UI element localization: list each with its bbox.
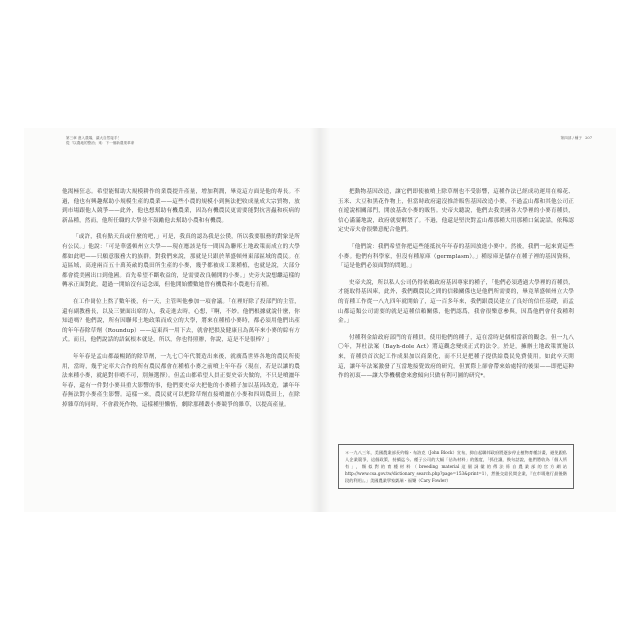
paragraph: 把動物基因改造，讓它們即使被噴上除草劑也不受影響，這種作法已經成功運用在棉花、玉米、大豆和黑花作物上，但當時政府還沒推許販售基因改造小麥，不過孟山都和其他公司正在遊說相關部門，開放基改小麥的販售。史帝夫聽說，他們去我美國各大學裡的小麥育種員，信心滿滿地說，政府就要解禁了。不過，他還是堅決對孟山都那種大用那種口氣說話，依稀認定史帝夫會很樂意配合他們。: [338, 189, 574, 234]
running-header-left: [66, 136, 216, 146]
footnote-box: ＊一九八三年，美國農業部長約翰・布洛克（John Block）宣布，抑自起聯邦政府將逐步停止植物育種計畫，避免跟私人企業競爭，這個政策，持續迄今。種子公司的大幅「佔為材料」的態度，「抓住讓，換句話說，他們將收為「個人所有」，類似對的育種材料（breeding material這個詞彙的傳法係自農業部的官方網站http://www.csa.gov.tw/dictionary_search.php?page=153&print=1），然後交給民間企業，『在市場進行最後階段的利用』。」美國農業學家凱瑞・福樂（Cary Fowler）: [338, 444, 574, 489]
right-body-text: [338, 188, 574, 389]
right-page: [328, 128, 616, 512]
left-body-text: [62, 188, 300, 417]
paragraph: 付種利金給政府部門的育種員，使用他們的種子，這在當時是個相當新的觀念。但一九八〇年，拜杜法案（Bayh-dole Act）將這觀念變成正式的法令。於是，擁辦土地政策實施以來，育種員首次紀工作成果加以商業化，而不只是把種子提供給農民免費使用。如此卒天開這，讓年年法案激發了互當地接覺效府的研究，但實際上卻會帶來始處特的後果——即把這种作的初衷——讓大學機構愈來愈傾向只做有利可圖的研究*。: [338, 334, 574, 380]
running-header-right: [559, 136, 592, 141]
paragraph: 年年春是孟山都最暢銷的除草劑，一九七〇年代製造出來後，就廣爲世界各地的農民所使用，當時，幾乎定率大合作的所有農民都會在種植小麥之前噴上年年春（現在，若是以讓的農法來種小麥，就絕對非噴不可，別無選擇）。但孟山都希望人員正要史帝夫做的，不只是噴灑年年春，還有一件對小麥具重大影響的事，他們要史帝夫把他的小麥種子加以基因改造，讓年年春無法對小麥產生影響。這樣一來，農民就可以把除草劑直接噴灑在小麥和四周農田上，在除掉雜草的同時，不會殺死作物，這樣種里懶惰，劇除那種叢小麥競爭的雜草，以提高產量。: [62, 353, 300, 408]
header-chapter-title: 第四部 / 種子: [560, 136, 582, 140]
paragraph: 在工作崗位上熬了數年後，有一天，主管叫他參加一項會議。「在裡好除了投部門的主管，還有副教務長，以及三號面出席的人，我走進去時，心想，『啊，不妙。他們根據就說什麼，你知道嗎？他們說，所有因聯邦土地政策而成立的大學，將來在種植小麥時，都必須用他們出產的年年春除草劑（Roundup）——這東西一用下去，就會把損及健康且為萬年來小麥的綜有方式。而且，他們說話的語氣根本就是，所以，你也得照辦，你說，這是不是很棒？」: [62, 298, 300, 344]
book-gutter: [310, 128, 330, 512]
header-left-line2: 從「以農地的整治」來：下一個新農業革命: [66, 141, 135, 145]
paragraph: 「他們說：我們希望你把這些能抵抗年年春的基因放進小麥中。然後，我們一起來賣這些小麥。他們有科學家，但沒有種原庫（germplasm）。」種原庫是儲存在種子裡的基因資料，「這是他們必須面對的問題。」: [338, 243, 574, 270]
paragraph: 史帝夫說，所以私人公司仍得依賴政府基因專家的種子，「他們必須透過大學裡的育種員，才能取得基因庫，此外，我們觀農民之間的信賴關係也是他們所需要的，畢竟華盛頓州立大學的育種工作從一八九四年就開始了，這一百多年來，我們跟農民建立了良好的信任基礎，而孟山都這類公司需要的就是這種信賴關係，他們認爲，我會很樂意參與，因爲他們會付我種利金。」: [338, 279, 574, 325]
book-spread: [24, 128, 616, 512]
page-number: 207: [585, 136, 592, 140]
header-left-line1: 第三章 進入農場，讓大自然接手！: [66, 136, 122, 140]
left-page: [24, 128, 312, 512]
paragraph: 「或許，我有點天真或什麼的吧，」可是，我真的認為我是公僕，所以我要服務的對象是所有公民。」他說：「可是華盛頓州立大學——現在應該是每一間因為聯邦土地政策而成立的大學都如此吧——只願意服務大的族群。對我們來說，那就是只跟於華盛頓州東部區域的農民。在這區域，高達兩百五十萬英畝的農田所生產的小麥，幾乎都被成工業種植，也就是說，大部分都會從美國出口到他國。首先希望不斷收益的，是需要改良輔開的小麥。」史旁夫說想繼這樣的轉承正面對此，超過一開始沒有這念頭，但他開始體數她曾有機農和小農進行育種。: [62, 234, 300, 289]
paragraph: 他渴極狂志。希望能幫助大規模耕作的業農提升產量，增加利潤，畢竟這方面是他的專長。不過，他也有興趣幫助小規模生產的農業——這些小農的規模小到無法把收成量成大宗貿物，放到市場跟他人競爭——此外，他也想幫助有機農業，因為有機農民更需要能對抗害蟲和疾病的新品種，然而，他所任職的大學並不鼓勵他去幫助小農和有機農。: [62, 189, 300, 224]
